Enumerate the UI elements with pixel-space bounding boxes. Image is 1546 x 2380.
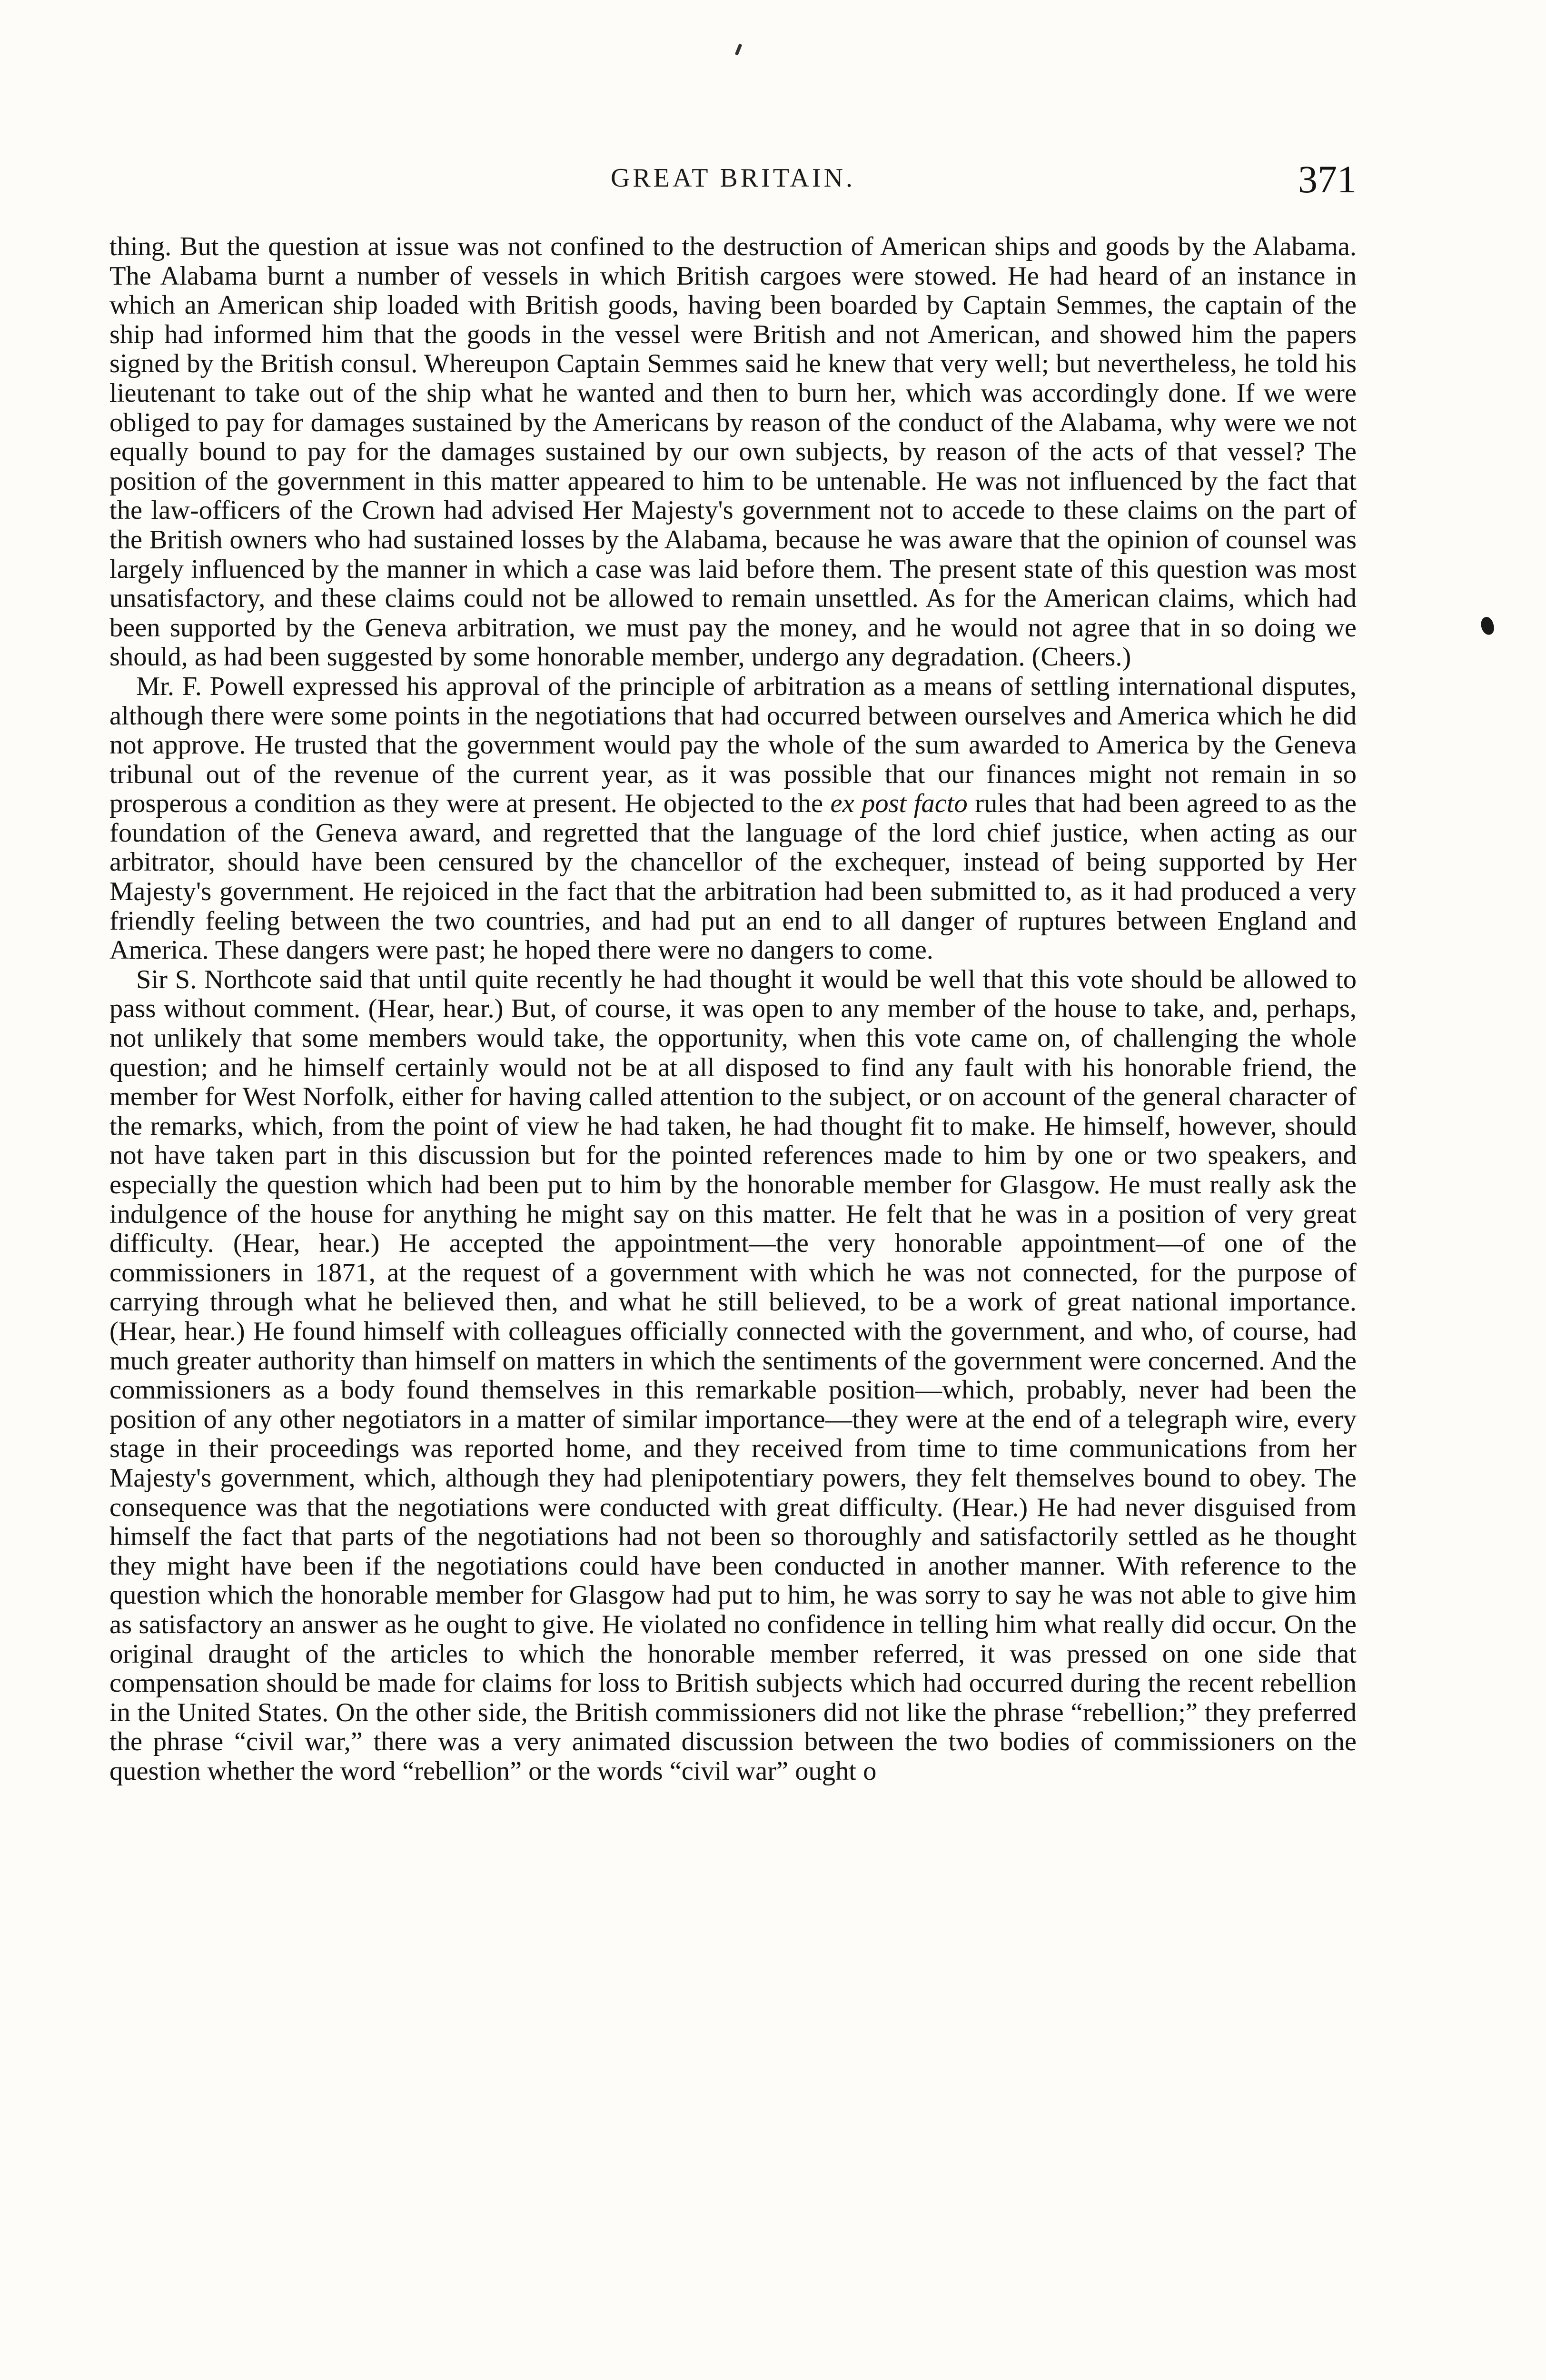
paragraph-alabama-claims: thing. But the question at issue was not confined to the destruction of American ships and goods by the Alabama. The Alabama burnt a number of vessels in which British cargoes were stowed. He had heard of an instance in which an American ship loaded with British goods, having been boarded by Captain Semmes, the captain of the ship had informed him that the goods in the vessel were British and not American, and showed him the papers signed by the British consul. Whereupon Captain Semmes said he knew that very well; but nevertheless, he told his lieutenant to take out of the ship what he wanted and then to burn her, which was accordingly done. If we were obliged to pay for damages sustained by the Americans by reason of the conduct of the Alabama, why were we not equally bound to pay for the damages sustained by our own subjects, by reason of the acts of that vessel? The position of the government in this matter appeared to him to be untenable. He was not influenced by the fact that the law-officers of the Crown had advised Her Majesty's government not to accede to these claims on the part of the British owners who had sustained losses by the Alabama, because he was aware that the opinion of counsel was largely influenced by the manner in which a case was laid before them. The present state of this question was most unsatisfactory, and these claims could not be allowed to remain unsettled. As for the American claims, which had been supported by the Geneva arbitration, we must pay the money, and he would not agree that in so doing we should, as had been suggested by some honorable member, undergo any degradation. (Cheers.)	[109, 232, 1357, 672]
body-text	[109, 232, 1357, 1786]
running-title: GREAT BRITAIN.	[610, 163, 856, 193]
paragraph-northcote: Sir S. Northcote said that until quite recently he had thought it would be well that this vote should be allowed to pass without comment. (Hear, hear.) But, of course, it was open to any member of the house to take, and, perhaps, not unlikely that some members would take, the opportunity, when this vote came on, of challenging the whole question; and he himself certainly would not be at all disposed to find any fault with his honorable friend, the member for West Norfolk, either for having called attention to the subject, or on account of the general character of the remarks, which, from the point of view he had taken, he had thought fit to make. He himself, however, should not have taken part in this discussion but for the pointed references made to him by one or two speakers, and especially the question which had been put to him by the honorable member for Glasgow. He must really ask the indulgence of the house for anything he might say on this matter. He felt that he was in a position of very great difficulty. (Hear, hear.) He accepted the appointment—the very honorable appointment—of one of the commissioners in 1871, at the request of a government with which he was not connected, for the purpose of carrying through what he believed then, and what he still believed, to be a work of great national importance. (Hear, hear.) He found himself with colleagues officially connected with the government, and who, of course, had much greater authority than himself on matters in which the sentiments of the government were concerned. And the commissioners as a body found themselves in this remarkable position—which, probably, never had been the position of any other negotiators in a matter of similar importance—they were at the end of a telegraph wire, every stage in their proceedings was reported home, and they received from time to time communications from her Majesty's government, which, although they had plenipotentiary powers, they felt themselves bound to obey. The consequence was that the negotiations were conducted with great difficulty. (Hear.) He had never disguised from himself the fact that parts of the negotiations had not been so thoroughly and satisfactorily settled as he thought they might have been if the negotiations could have been conducted in another manner. With reference to the question which the honorable member for Glasgow had put to him, he was sorry to say he was not able to give him as satisfactory an answer as he ought to give. He violated no confidence in telling him what really did occur. On the original draught of the articles to which the honorable member referred, it was pressed on one side that compensation should be made for claims for loss to British subjects which had occurred during the recent rebellion in the United States. On the other side, the British commissioners did not like the phrase “rebellion;” they preferred the phrase “civil war,” there was a very animated discussion between the two bodies of commissioners on the question whether the word “rebellion” or the words “civil war” ought o	[109, 964, 1357, 1786]
paragraph-powell-text-after: rules that had been agreed to as the foundation of the Geneva award, and regretted that the language of the lord chief justice, when acting as our arbitrator, should have been censured by the chancellor of the exchequer, instead of being supported by Her Majesty's government. He rejoiced in the fact that the arbitration had been submitted to, as it had produced a very friendly feeling between the two countries, and had put an end to all danger of ruptures between England and America. These dangers were past; he hoped there were no dangers to come.	[109, 789, 1357, 965]
paragraph-powell-text-before: Mr. F. Powell expressed his approval of the principle of arbitration as a means of settling international disputes, although there were some points in the negotiations that had occurred between ourselves and America which he did not approve. He trusted that the government would pay the whole of the sum awarded to America by the Geneva tribunal out of the revenue of the current year, as it was possible that our finances might not remain in so prosperous a condition as they were at present. He objected to the	[109, 671, 1357, 819]
ink-speck	[735, 44, 742, 56]
page-number: 371	[1298, 158, 1357, 201]
paragraph-powell-emphasis: ex post facto	[830, 789, 968, 819]
paragraph-powell	[109, 672, 1357, 965]
margin-ink-blot	[1479, 615, 1496, 636]
running-head	[109, 157, 1357, 209]
